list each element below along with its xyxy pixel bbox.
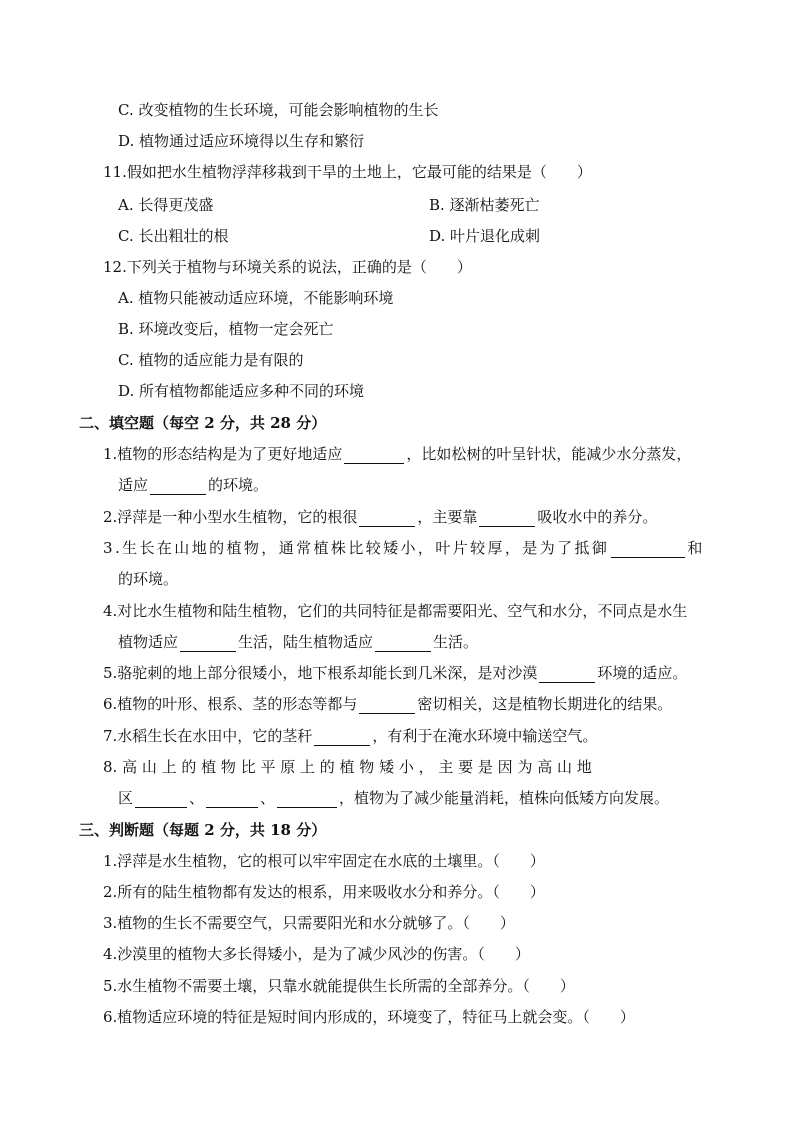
judge-item-1: 1.浮萍是水生植物，它的根可以牢牢固定在水底的土壤里。（ ） [103, 852, 545, 870]
fill-item-2: 2.浮萍是一种小型水生植物，它的根很 ，主要靠 吸收水中的养分。 [103, 508, 658, 526]
q10-option-c: C. 改变植物的生长环境，可能会影响植物的生长 [118, 101, 439, 119]
answer-blank[interactable] [277, 791, 337, 808]
judge-item-3: 3.植物的生长不需要空气，只需要阳光和水分就够了。（ ） [103, 914, 515, 932]
fill-item-1-line1: 1.植物的形态结构是为了更好地适应 ，比如松树的叶呈针状，能减少水分蒸发， [103, 445, 692, 463]
fill-item-4-line1: 4.对比水生植物和陆生植物，它们的共同特征是都需要阳光、空气和水分，不同点是水生 [103, 602, 688, 620]
q11-option-a: A. 长得更茂盛 [118, 196, 214, 214]
section-2-title: 二、填空题（每空 2 分，共 28 分） [79, 414, 327, 432]
q11-options-row2 [118, 226, 541, 246]
judge-item-6: 6.植物适应环境的特征是短时间内形成的，环境变了，特征马上就会变。（ ） [103, 1008, 635, 1026]
q11-option-d: D. 叶片退化成刺 [429, 227, 541, 245]
fill-item-1-line2: 适应 的环境。 [118, 476, 269, 494]
answer-blank[interactable] [314, 729, 370, 746]
q12-option-b: B. 环境改变后，植物一定会死亡 [118, 320, 334, 338]
answer-blank[interactable] [150, 478, 206, 495]
fill-item-5: 5.骆驼刺的地上部分很矮小，地下根系却能长到几米深，是对沙漠 环境的适应。 [103, 664, 688, 682]
answer-blank[interactable] [344, 447, 404, 464]
q12-stem: 12.下列关于植物与环境关系的说法，正确的是（ ） [103, 258, 472, 276]
q11-options-row1 [118, 195, 540, 215]
section-3-title: 三、判断题（每题 2 分，共 18 分） [79, 821, 327, 839]
answer-blank[interactable] [135, 791, 187, 808]
answer-blank[interactable] [180, 635, 236, 652]
fill-item-3-line1: 3.生长在山地的植物，通常植株比较矮小，叶片较厚，是为了抵御 和 [103, 539, 703, 557]
answer-blank[interactable] [479, 510, 535, 527]
answer-blank[interactable] [359, 510, 415, 527]
answer-blank[interactable] [539, 666, 595, 683]
q10-option-d: D. 植物通过适应环境得以生存和繁衍 [118, 132, 365, 150]
q12-option-c: C. 植物的适应能力是有限的 [118, 351, 304, 369]
fill-item-6: 6.植物的叶形、根系、茎的形态等都与 密切相关，这是植物长期进化的结果。 [103, 695, 673, 713]
answer-blank[interactable] [611, 541, 685, 558]
answer-blank[interactable] [375, 635, 431, 652]
fill-item-8-line1: 8. 高 山 上 的 植 物 比 平 原 上 的 植 物 矮 小 ， 主 要 是 因 为 高 山 地 [103, 758, 592, 776]
answer-blank[interactable] [359, 697, 415, 714]
judge-item-5: 5.水生植物不需要土壤，只靠水就能提供生长所需的全部养分。（ ） [103, 977, 575, 995]
answer-blank[interactable] [206, 791, 258, 808]
q11-option-c: C. 长出粗壮的根 [118, 227, 229, 245]
q12-option-d: D. 所有植物都能适应多种不同的环境 [118, 382, 365, 400]
judge-item-2: 2.所有的陆生植物都有发达的根系，用来吸收水分和养分。（ ） [103, 883, 545, 901]
fill-item-4-line2: 植物适应 生活，陆生植物适应 生活。 [118, 633, 479, 651]
judge-item-4: 4.沙漠里的植物大多长得矮小，是为了减少风沙的伤害。（ ） [103, 945, 530, 963]
q12-option-a: A. 植物只能被动适应环境，不能影响环境 [118, 289, 394, 307]
fill-item-3-line2: 的环境。 [118, 570, 179, 588]
q11-stem: 11.假如把水生植物浮萍移栽到干旱的土地上，它最可能的结果是（ ） [103, 163, 592, 181]
fill-item-8-line2: 区 、 、 ，植物为了减少能量消耗，植株向低矮方向发展。 [118, 789, 670, 807]
q11-option-b: B. 逐渐枯萎死亡 [429, 196, 540, 214]
fill-item-7: 7.水稻生长在水田中，它的茎秆 ，有利于在淹水环境中输送空气。 [103, 727, 598, 745]
